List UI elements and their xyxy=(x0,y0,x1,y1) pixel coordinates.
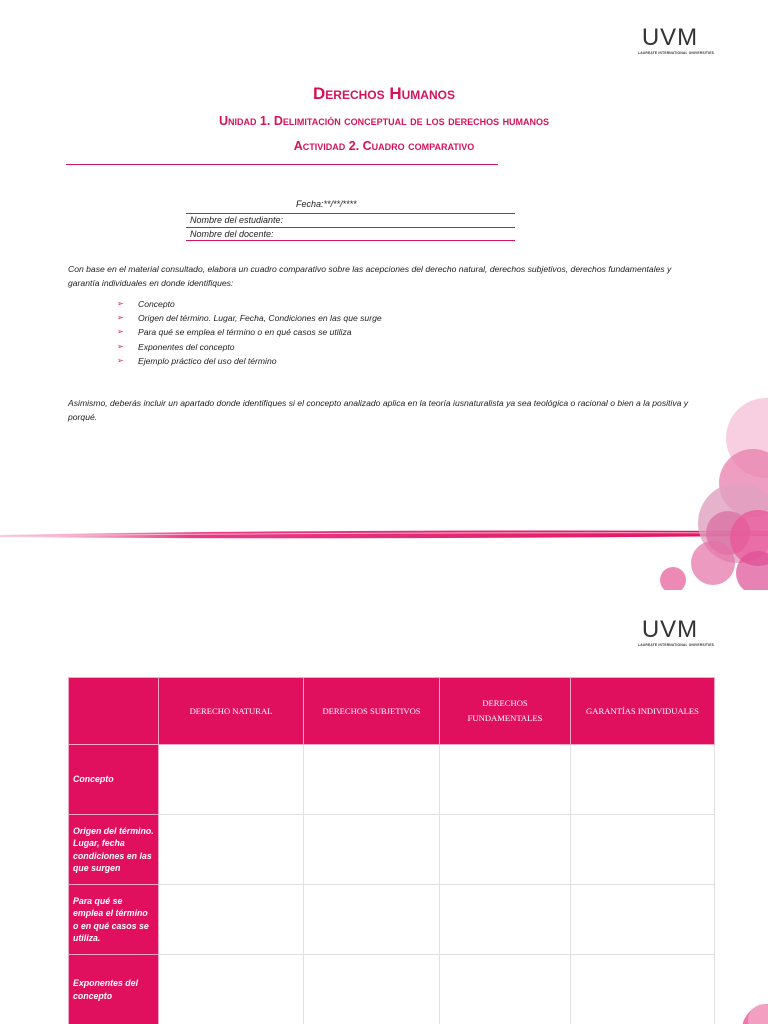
title-divider xyxy=(66,164,498,165)
column-header: DERECHO NATURAL xyxy=(159,678,304,745)
table-cell[interactable] xyxy=(440,745,571,815)
student-name-label: Nombre del estudiante: xyxy=(190,215,284,225)
table-row xyxy=(69,745,715,815)
table-cell[interactable] xyxy=(571,955,715,1024)
row-header: Para qué se emplea el término o en qué casos se utiliza. xyxy=(69,885,159,955)
table-cell[interactable] xyxy=(159,885,304,955)
date-field: Fecha:**/**/**** xyxy=(296,199,357,209)
table-cell[interactable] xyxy=(304,745,440,815)
row-header: Concepto xyxy=(69,745,159,815)
table-cell[interactable] xyxy=(159,955,304,1024)
decorative-circles xyxy=(658,398,768,590)
column-header: DERECHOS FUNDAMENTALES xyxy=(440,678,571,745)
table-row xyxy=(69,885,715,955)
table-cell[interactable] xyxy=(304,885,440,955)
list-item: ➢ Ejemplo práctico del uso del término xyxy=(117,354,382,368)
teacher-name-field[interactable] xyxy=(186,227,515,241)
uvm-logo xyxy=(638,24,715,55)
logo-mark: UVM xyxy=(641,616,699,643)
list-item: ➢ Concepto xyxy=(117,297,382,311)
comparison-table xyxy=(68,677,715,1024)
requirements-list xyxy=(117,297,382,368)
table-row xyxy=(69,955,715,1024)
table-cell[interactable] xyxy=(159,815,304,885)
list-item: ➢ Origen del término. Lugar, Fecha, Condiciones en las que surge xyxy=(117,311,382,325)
logo-mark: UVM xyxy=(641,24,699,51)
activity-heading: Actividad 2. Cuadro comparativo xyxy=(293,139,475,153)
table-cell[interactable] xyxy=(159,745,304,815)
list-item: ➢ Exponentes del concepto xyxy=(117,340,382,354)
teacher-name-label: Nombre del docente: xyxy=(190,229,274,239)
arrow-bullet-icon: ➢ xyxy=(117,313,124,323)
arrow-bullet-icon: ➢ xyxy=(117,327,124,337)
table-cell[interactable] xyxy=(440,885,571,955)
table-row xyxy=(69,815,715,885)
table-cell[interactable] xyxy=(304,955,440,1024)
table-header-row xyxy=(69,678,715,745)
decorative-circles xyxy=(728,990,768,1024)
table-cell[interactable] xyxy=(304,815,440,885)
arrow-bullet-icon: ➢ xyxy=(117,299,124,308)
table-cell[interactable] xyxy=(571,885,715,955)
arrow-bullet-icon: ➢ xyxy=(117,341,124,351)
document-title: Derechos Humanos xyxy=(313,84,455,103)
student-name-field[interactable] xyxy=(186,213,515,226)
corner-cell xyxy=(69,678,159,745)
list-item: ➢ Para qué se emplea el término o en qué casos se utiliza xyxy=(117,325,382,339)
unit-heading: Unidad 1. Delimitación conceptual de los derechos humanos xyxy=(218,114,550,128)
column-header: GARANTÍAS INDIVIDUALES xyxy=(571,678,715,745)
arrow-bullet-icon: ➢ xyxy=(117,355,124,365)
table-cell[interactable] xyxy=(571,745,715,815)
document-page-2 xyxy=(0,590,768,1024)
closing-paragraph: Asimismo, deberás incluir un apartado donde identifiques si el concepto analizado aplica en la teoría iusnaturalista ya sea teológica o racional o bien a la positiva y porqué. xyxy=(68,398,689,422)
row-header: Origen del término. Lugar, fecha condiciones en las que surgen xyxy=(69,815,159,885)
column-header: DERECHOS SUBJETIVOS xyxy=(304,678,440,745)
row-header: Exponentes del concepto xyxy=(69,955,159,1024)
table-cell[interactable] xyxy=(440,815,571,885)
logo-subtext: LAUREATE INTERNATIONAL UNIVERSITIES xyxy=(638,643,715,647)
table-cell[interactable] xyxy=(571,815,715,885)
uvm-logo xyxy=(638,616,715,647)
intro-paragraph: Con base en el material consultado, elabora un cuadro comparativo sobre las acepciones del derecho natural, derechos subjetivos, derechos fundamentales y garantía individuales en donde identifiques: xyxy=(68,264,672,288)
table-cell[interactable] xyxy=(440,955,571,1024)
logo-subtext: LAUREATE INTERNATIONAL UNIVERSITIES xyxy=(638,51,715,55)
decorative-band xyxy=(0,527,768,541)
